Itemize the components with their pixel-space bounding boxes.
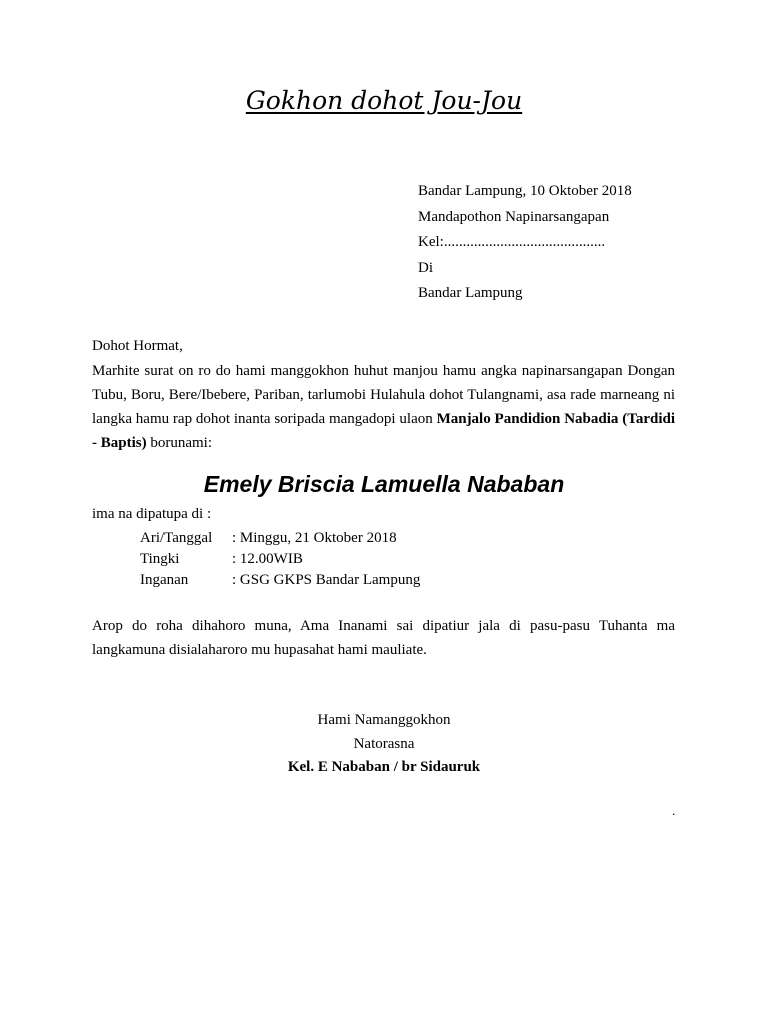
detail-value: : GSG GKPS Bandar Lampung bbox=[232, 572, 421, 588]
child-name: Emely Briscia Lamuella Nababan bbox=[203, 471, 565, 497]
family-line: Kel:........................................... bbox=[418, 234, 606, 250]
salutation: Dohot Hormat, bbox=[92, 338, 183, 354]
detail-label: Ari/Tanggal bbox=[140, 530, 213, 546]
body-text-before: Marhite surat on ro do hami manggokhon huhut manjou hamu angka napinarsangapan Dongan Tubu, Boru, Bere/Ibebere, Pariban, tarlumobi Hulahula dohot Tulangnami, asa rade marneang ni langka hamu rap dohot inanta soripada mangadopi ulaon bbox=[92, 363, 675, 427]
recipient-city: Bandar Lampung bbox=[418, 285, 523, 301]
signature-family: Kel. E Nababan / br Sidauruk bbox=[287, 759, 481, 775]
detail-row-date bbox=[140, 528, 420, 549]
document-title: Gokhon dohot Jou-Jou bbox=[245, 86, 523, 115]
event-name: Manjalo Pandidion Nabadia (Tardidi - Baptis) bbox=[92, 411, 676, 451]
closing-paragraph: Arop do roha dihahoro muna, Ama Inanami sai dipatiur jala di pasu-pasu Tuhanta ma langkamuna disialaharoro mu hupasahat hami mauliate. bbox=[92, 618, 675, 658]
event-details bbox=[140, 528, 420, 591]
signature-line-2: Natorasna bbox=[353, 735, 415, 752]
recipient: Mandapothon Napinarsangapan bbox=[418, 208, 610, 225]
place-date: Bandar Lampung, 10 Oktober 2018 bbox=[418, 183, 632, 199]
detail-label: Tingki bbox=[140, 551, 180, 567]
signature-block bbox=[0, 709, 768, 780]
signature-line-1: Hami Namanggokhon bbox=[317, 712, 451, 728]
address-block bbox=[418, 179, 632, 307]
body-text-after: borunami: bbox=[150, 435, 212, 451]
intro-line: ima na dipatupa di : bbox=[92, 506, 212, 522]
detail-value: : 12.00WIB bbox=[232, 551, 303, 567]
body-paragraph bbox=[92, 359, 675, 455]
detail-label: Inganan bbox=[140, 572, 189, 588]
detail-row-place bbox=[140, 570, 420, 591]
detail-value: : Minggu, 21 Oktober 2018 bbox=[232, 530, 397, 546]
preposition: Di bbox=[418, 259, 433, 276]
detail-row-time bbox=[140, 549, 420, 570]
footer-mark: . bbox=[672, 803, 676, 818]
